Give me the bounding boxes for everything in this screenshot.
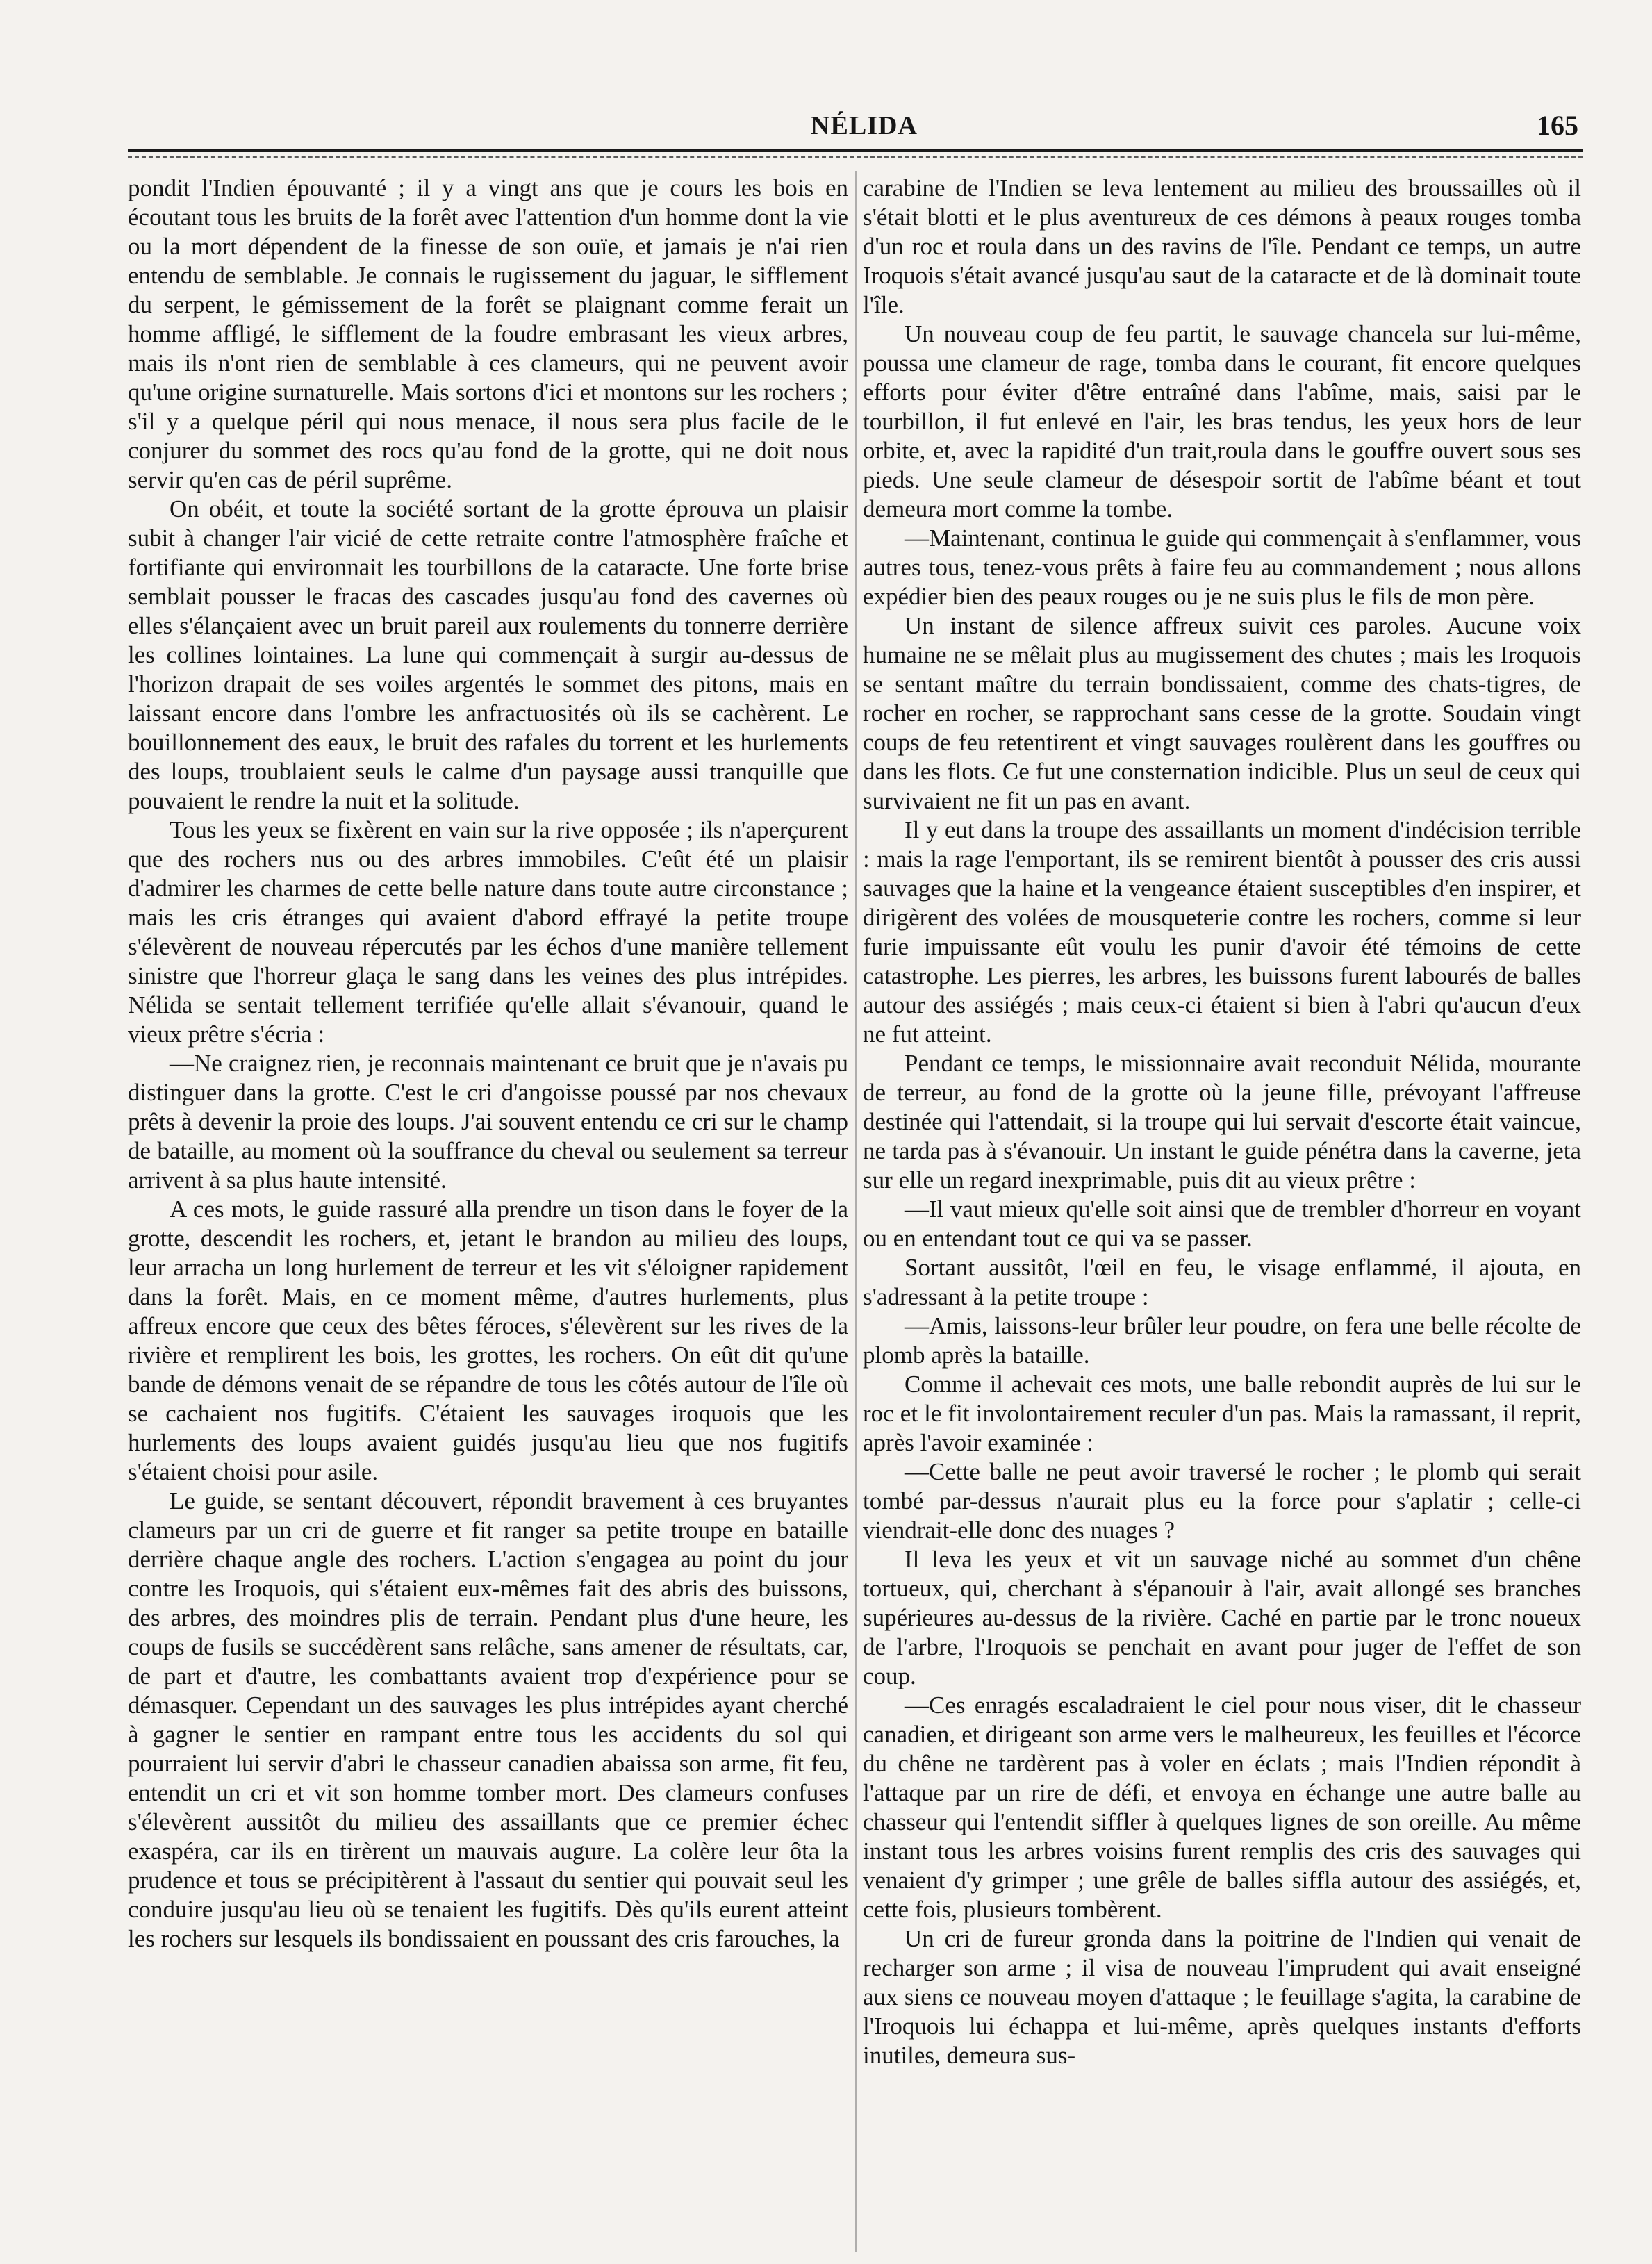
paragraph: —Maintenant, continua le guide qui commençait à s'enflammer, vous autres tous, tenez-vous prêts à faire feu au commandement ; nous allons expédier bien des peaux rouges ou je ne suis plus le fils de mon père. <box>863 524 1581 610</box>
header-rule-dashed <box>128 156 1583 158</box>
paragraph: Tous les yeux se fixèrent en vain sur la rive opposée ; ils n'aperçurent que des rochers nus ou des arbres immobiles. C'eût été un plaisir d'admirer les charmes de cette belle nature dans toute autre circonstance ; mais les cris étranges qui avaient d'abord effrayé la petite troupe s'élevèrent de nouveau répercutés par les échos d'une manière tellement sinistre que l'horreur glaça le sang dans les veines des plus intrépides. Nélida se sentait tellement terrifiée qu'elle allait s'évanouir, quand le vieux prêtre s'écria : <box>128 816 848 1048</box>
paragraph: Il leva les yeux et vit un sauvage niché au sommet d'un chêne tortueux, qui, cherchant à s'épanouir à l'air, avait allongé ses branches supérieures au-dessus de la rivière. Caché en partie par le tronc noueux de l'arbre, l'Iroquois se penchait en avant pour juger de l'effet de son coup. <box>863 1546 1581 1689</box>
paragraph: carabine de l'Indien se leva lentement au milieu des broussailles où il s'était blotti et le plus aventureux de ces démons à peaux rouges tomba d'un roc et roula dans un des ravins de l'île. Pendant ce temps, un autre Iroquois s'était avancé jusqu'au saut de la cataracte et de là dominait toute l'île. <box>863 174 1581 318</box>
paragraph: Un cri de fureur gronda dans la poitrine de l'Indien qui venait de recharger son arme ; il visa de nouveau l'imprudent qui avait enseigné aux siens ce nouveau moyen d'attaque ; le feuillage s'agita, la carabine de l'Iroquois lui échappa et lui-même, après quelques instants d'efforts inutiles, demeura sus- <box>863 1925 1581 2069</box>
column-left <box>128 174 848 1953</box>
header-rule <box>128 149 1583 152</box>
paragraph: Il y eut dans la troupe des assaillants un moment d'indécision terrible : mais la rage l'emportant, ils se remirent bientôt à pousser des cris aussi sauvages que la haine et la vengeance étaient susceptibles d'en inspirer, et dirigèrent des volées de mousqueterie contre les rochers, comme si leur furie impuissante eût voulu les punir d'avoir été témoins de cette catastrophe. Les pierres, les arbres, les buissons furent labourés de balles autour des assiégés ; mais ceux-ci étaient si bien à l'abri qu'aucun d'eux ne fut atteint. <box>863 816 1581 1048</box>
paragraph: —Ces enragés escaladraient le ciel pour nous viser, dit le chasseur canadien, et dirigeant son arme vers le malheureux, les feuilles et l'écorce du chêne ne tardèrent pas à voler en éclats ; mais l'Indien répondit à l'attaque par un rire de défi, et envoya en échange une autre balle au chasseur qui l'entendit siffler à quelques lignes de son oreille. Au même instant tous les arbres voisins furent remplis des cris des sauvages qui venaient d'y grimper ; une grêle de balles siffla autour des assiégés, et, cette fois, plusieurs tombèrent. <box>863 1692 1581 1923</box>
paragraph: On obéit, et toute la société sortant de la grotte éprouva un plaisir subit à changer l'air vicié de cette retraite contre l'atmosphère fraîche et fortifiante qui environnait les tourbillons de la cataracte. Une forte brise semblait pousser le fracas des cascades jusqu'au fond des cavernes où elles s'élançaient avec un bruit pareil aux roulements du tonnerre derrière les collines lointaines. La lune qui commençait à surgir au-dessus de l'horizon drapait de ses voiles argentés le sommet des pitons, mais en laissant encore dans l'ombre les anfractuosités où ils se cachèrent. Le bouillonnement des eaux, le bruit des rafales du torrent et les hurlements des loups, troublaient seuls le calme d'un paysage aussi tranquille que pouvaient le rendre la nuit et la solitude. <box>128 495 848 814</box>
paragraph: Un instant de silence affreux suivit ces paroles. Aucune voix humaine ne se mêlait plus au mugissement des chutes ; mais les Iroquois se sentant maître du terrain bondissaient, comme des chats-tigres, de rocher en rocher, se rapprochant sans cesse de la grotte. Soudain vingt coups de feu retentirent et vingt sauvages roulèrent dans les gouffres ou dans les flots. Ce fut une consternation indicible. Plus un seul de ceux qui survivaient ne fit un pas en avant. <box>863 612 1581 814</box>
paragraph: pondit l'Indien épouvanté ; il y a vingt ans que je cours les bois en écoutant tous les bruits de la forêt avec l'attention d'un homme dont la vie ou la mort dépendent de la finesse de son ouïe, et jamais je n'ai rien entendu de semblable. Je connais le rugissement du jaguar, le sifflement du serpent, le gémissement de la forêt se plaignant comme ferait un homme affligé, le sifflement de la foudre embrasant les vieux arbres, mais ils n'ont rien de semblable à ces clameurs, qui ne peuvent avoir qu'une origine surnaturelle. Mais sortons d'ici et montons sur les rochers ; s'il y a quelque péril qui nous menace, il nous sera plus facile de le conjurer du sommet des rocs qu'au fond de la grotte, qui ne doit nous servir qu'en cas de péril suprême. <box>128 174 848 493</box>
paragraph: —Amis, laissons-leur brûler leur poudre, on fera une belle récolte de plomb après la bataille. <box>863 1312 1581 1369</box>
column-right <box>863 174 1581 2070</box>
paragraph: —Il vaut mieux qu'elle soit ainsi que de trembler d'horreur en voyant ou en entendant tout ce qui va se passer. <box>863 1196 1581 1252</box>
paragraph: Un nouveau coup de feu partit, le sauvage chancela sur lui-même, poussa une clameur de rage, tomba dans le courant, fit encore quelques efforts pour éviter d'être entraîné dans l'abîme, mais, saisi par le tourbillon, il fut enlevé en l'air, les bras tendus, les yeux hors de leur orbite, et, avec la rapidité d'un trait,roula dans le gouffre ouvert sous ses pieds. Une seule clameur de désespoir sortit de l'abîme béant et tout demeura mort comme la tombe. <box>863 320 1581 522</box>
column-divider <box>855 171 857 2252</box>
page-number: 165 <box>1537 110 1578 141</box>
paragraph: —Ne craignez rien, je reconnais maintenant ce bruit que je n'avais pu distinguer dans la grotte. C'est le cri d'angoisse poussé par nos chevaux prêts à devenir la proie des loups. J'ai souvent entendu ce cri sur le champ de bataille, au moment où la souffrance du cheval ou seulement sa terreur arrivent à sa plus haute intensité. <box>128 1050 848 1193</box>
paragraph: Comme il achevait ces mots, une balle rebondit auprès de lui sur le roc et le fit involontairement reculer d'un pas. Mais la ramassant, il reprit, après l'avoir examinée : <box>863 1371 1581 1456</box>
paragraph: Pendant ce temps, le missionnaire avait reconduit Nélida, mourante de terreur, au fond de la grotte où la jeune fille, prévoyant l'affreuse destinée qui l'attendait, si la troupe qui lui servait d'escorte était vaincue, ne tarda pas à s'évanouir. Un instant le guide pénétra dans la caverne, jeta sur elle un regard inexprimable, puis dit au vieux prêtre : <box>863 1050 1581 1193</box>
paragraph: A ces mots, le guide rassuré alla prendre un tison dans le foyer de la grotte, descendit les rochers, et, jetant le brandon au milieu des loups, leur arracha un long hurlement de terreur et les vit s'éloigner rapidement dans la forêt. Mais, en ce moment même, d'autres hurlements, plus affreux encore que ceux des bêtes féroces, s'élevèrent sur les rives de la rivière et remplirent les bois, les grottes, les rochers. On eût dit qu'une bande de démons venait de se répandre de tous les côtés autour de l'île où se cachaient nos fugitifs. C'étaient les sauvages iroquois que les hurlements des loups avaient guidés jusqu'au lieu que nos fugitifs s'étaient choisi pour asile. <box>128 1196 848 1485</box>
running-title: NÉLIDA <box>811 111 918 140</box>
paragraph: Le guide, se sentant découvert, répondit bravement à ces bruyantes clameurs par un cri de guerre et fit ranger sa petite troupe en bataille derrière chaque angle des rochers. L'action s'engagea au point du jour contre les Iroquois, qui s'étaient eux-mêmes fait des abris des buissons, des arbres, des moindres plis de terrain. Pendant plus d'une heure, les coups de fusils se succédèrent sans relâche, sans amener de résultats, car, de part et d'autre, les combattants avaient trop d'expérience pour se démasquer. Cependant un des sauvages les plus intrépides ayant cherché à gagner le sentier en rampant entre tous les accidents du sol qui pourraient lui servir d'abri le chasseur canadien abaissa son arme, fit feu, entendit un cri et vit son homme tomber mort. Des clameurs confuses s'élevèrent aussitôt du milieu des assaillants que ce premier échec exaspéra, car ils en tirèrent un mauvais augure. La colère leur ôta la prudence et tous se précipitèrent à l'assaut du sentier qui pouvait seul les conduire jusqu'au lieu où se tenaient les fugitifs. Dès qu'ils eurent atteint les rochers sur lesquels ils bondissaient en poussant des cris farouches, la <box>128 1487 848 1952</box>
paragraph: —Cette balle ne peut avoir traversé le rocher ; le plomb qui serait tombé par-dessus n'aurait plus eu la force pour s'aplatir ; celle-ci viendrait-elle donc des nuages ? <box>863 1458 1581 1544</box>
paragraph: Sortant aussitôt, l'œil en feu, le visage enflammé, il ajouta, en s'adressant à la petite troupe : <box>863 1254 1581 1310</box>
